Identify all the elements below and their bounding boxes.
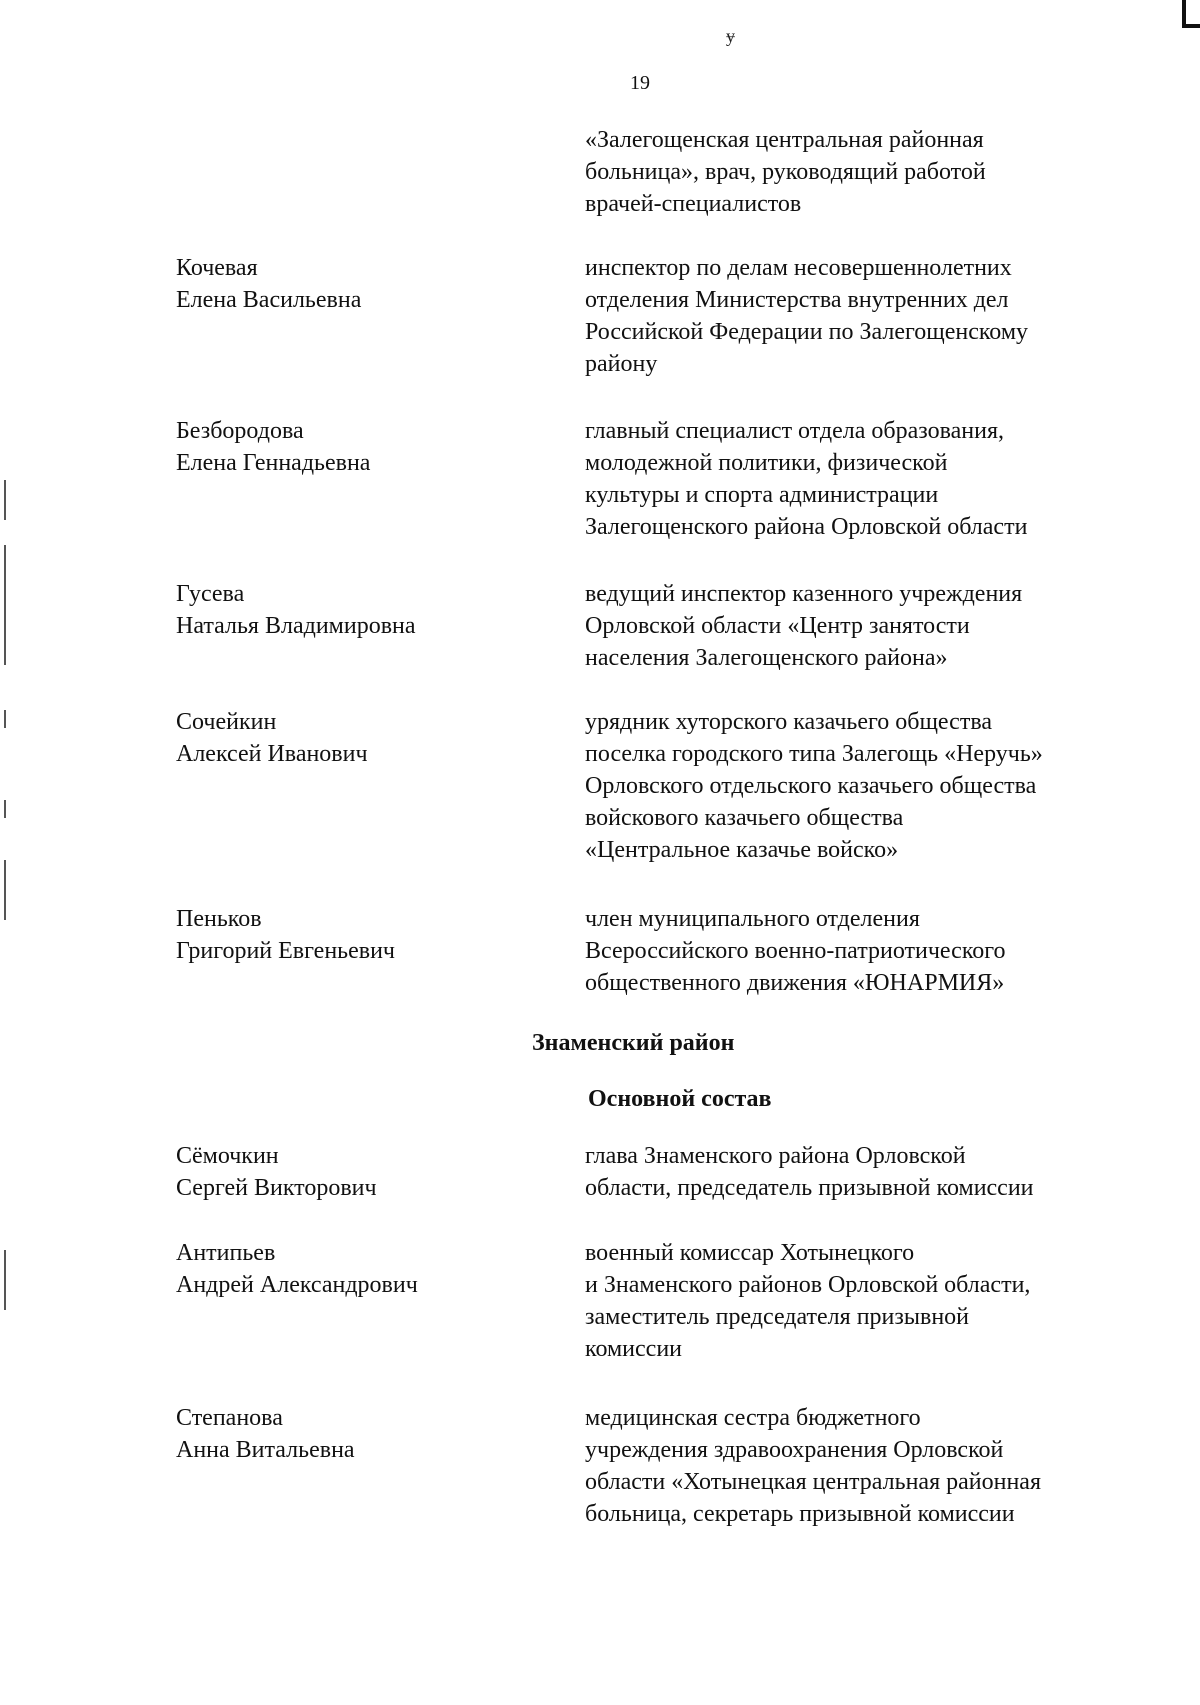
page-number: 19 (630, 72, 650, 94)
entry-name: Антипьев Андрей Александрович (176, 1240, 418, 1298)
section-title: Знаменский район (532, 1030, 735, 1056)
entry-name: Безбородова Елена Геннадьевна (176, 418, 371, 476)
entry-role: инспектор по делам несовершеннолетних отделения Министерства внутренних дел Российской Федерации по Залегощенскому району (585, 255, 1029, 377)
scan-mark: ɏ (726, 26, 735, 46)
entry-role: ведущий инспектор казенного учреждения Орловской области «Центр занятости населения Залегощенского района» (585, 581, 1023, 671)
entry-role: медицинская сестра бюджетного учреждения здравоохранения Орловской области «Хотынецкая центральная районная больница, секретарь призывной комиссии (585, 1405, 1041, 1527)
entry-role: член муниципального отделения Всероссийского военно-патриотического общественного движения «ЮНАРМИЯ» (585, 906, 1006, 996)
section-subtitle: Основной состав (588, 1086, 772, 1112)
entry-role: главный специалист отдела образования, молодежной политики, физической культуры и спорта администрации Залегощенского района Орловской области (585, 418, 1028, 540)
entry-name: Сочейкин Алексей Иванович (176, 709, 368, 767)
entry-role: глава Знаменского района Орловской области, председатель призывной комиссии (585, 1143, 1034, 1201)
entry-role: урядник хуторского казачьего общества поселка городского типа Залегощь «Неручь» Орловского отдельского казачьего общества войскового казачьего общества «Центральное казачье войско» (585, 709, 1043, 863)
entry-name: Степанова Анна Витальевна (176, 1405, 355, 1463)
scan-edge-marks (4, 0, 10, 1705)
entry-name: Пеньков Григорий Евгеньевич (176, 906, 395, 964)
entry-name: Гусева Наталья Владимировна (176, 581, 416, 639)
entry-name: Сёмочкин Сергей Викторович (176, 1143, 377, 1201)
entry-name: Кочевая Елена Васильевна (176, 255, 362, 313)
scan-corner-mark (1182, 0, 1200, 28)
entry-role: «Залегощенская центральная районная больница», врач, руководящий работой врачей-специалистов (585, 127, 986, 217)
entry-role: военный комиссар Хотынецкого и Знаменского районов Орловской области, заместитель председателя призывной комиссии (585, 1240, 1031, 1362)
